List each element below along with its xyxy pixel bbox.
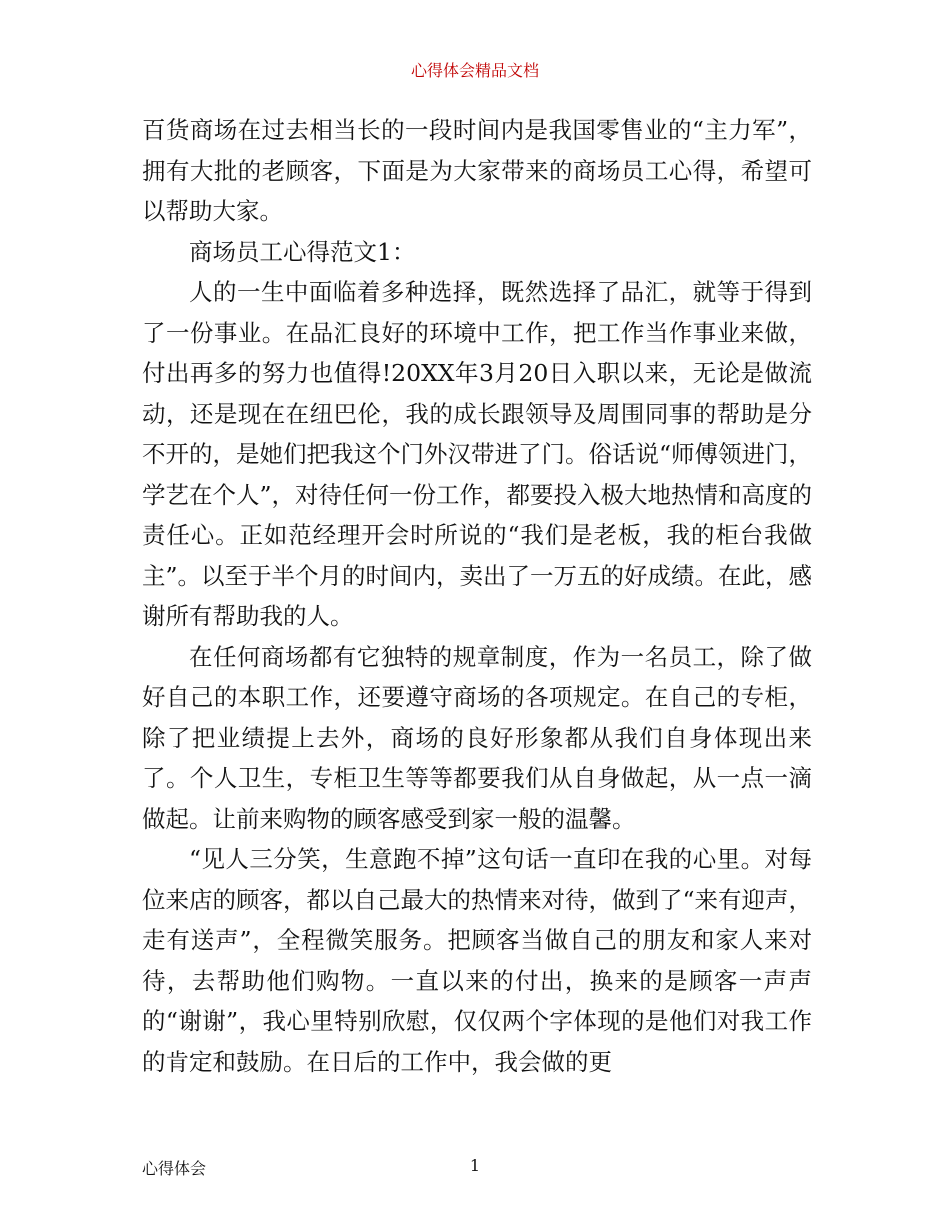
body-paragraph: “见人三分笑，生意跑不掉”这句话一直印在我的心里。对每位来店的顾客，都以自己最大的热情来对待，做到了“来有迎声，走有送声”，全程微笑服务。把顾客当做自己的朋友和家人来对待，去帮助他们购物。一直以来的付出，换来的是顾客一声声的“谢谢”，我心里特别欣慰，仅仅两个字体现的是他们对我工作的肯定和鼓励。在日后的工作中，我会做的更: [142, 845, 813, 1076]
page-footer-label: 心得体会: [142, 1159, 207, 1178]
body-paragraph: 人的一生中面临着多种选择，既然选择了品汇，就等于得到了一份事业。在品汇良好的环境中工作，把工作当作事业来做，付出再多的努力也值得!20XX年3月20日入职以来，无论是做流动，还是现在在纽巴伦，我的成长跟领导及周围同事的帮助是分不开的，是她们把我这个门外汉带进了门。俗话说“师傅领进门，学艺在个人”，对待任何一份工作，都要投入极大地热情和高度的责任心。正如范经理开会时所说的“我们是老板，我的柜台我做主”。以至于半个月的时间内，卖出了一万五的好成绩。在此，感谢所有帮助我的人。: [142, 278, 813, 630]
body-paragraph: 在任何商场都有它独特的规章制度，作为一名员工，除了做好自己的本职工作，还要遵守商场的各项规定。在自己的专柜，除了把业绩提上去外，商场的良好形象都从我们自身体现出来了。个人卫生，专柜卫生等等都要我们从自身做起，从一点一滴做起。让前来购物的顾客感受到家一般的温馨。: [142, 642, 812, 833]
section-heading: 商场员工心得范文1：: [189, 237, 416, 266]
document-body: [142, 110, 812, 1082]
page-header-title: 心得体会精品文档: [410, 61, 539, 80]
page-number: 1: [469, 1156, 481, 1175]
intro-paragraph: 百货商场在过去相当长的一段时间内是我国零售业的“主力军”，拥有大批的老顾客，下面是为大家带来的商场员工心得，希望可以帮助大家。: [142, 116, 812, 225]
